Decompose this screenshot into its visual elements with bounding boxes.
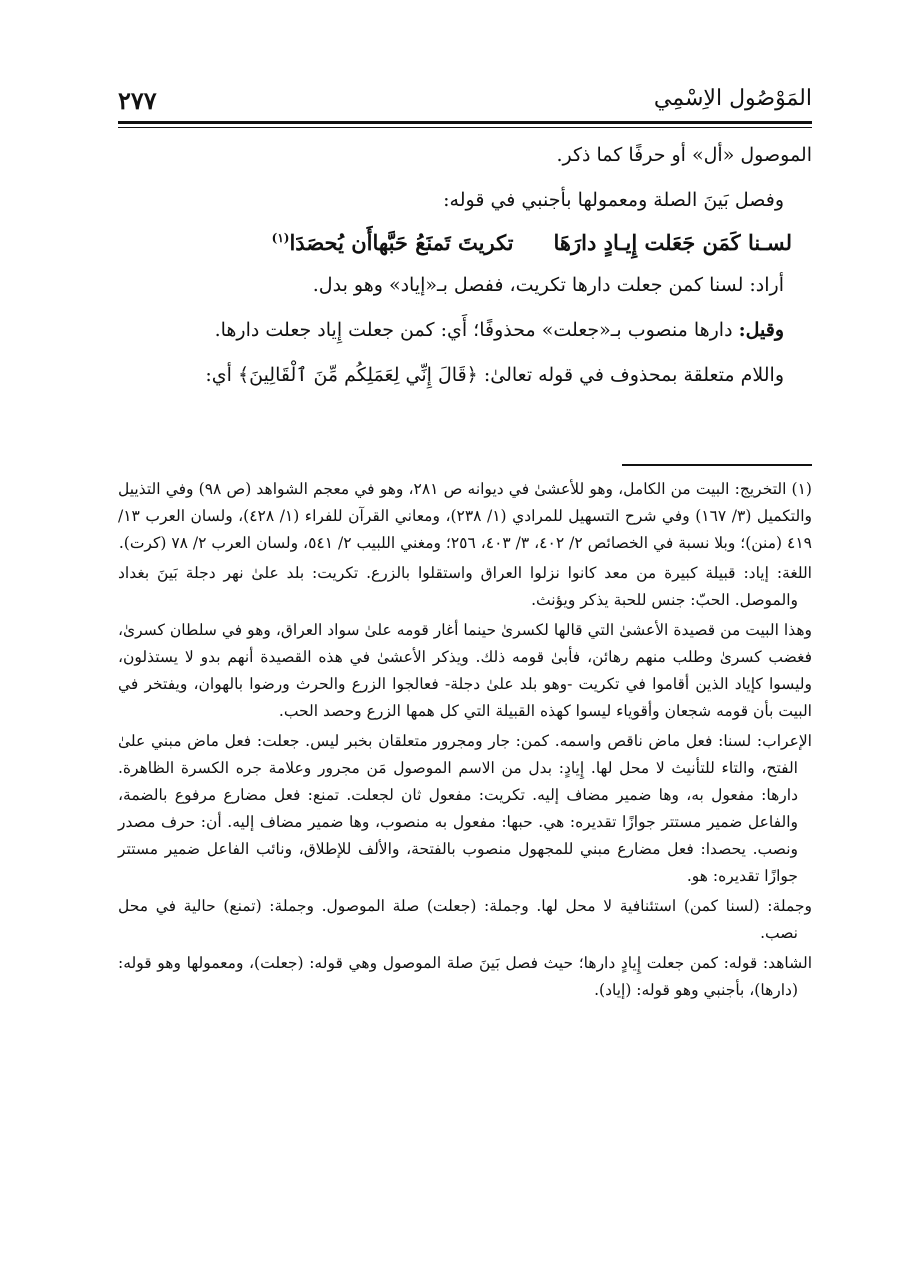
footnote-lugha: اللغة: إياد: قبيلة كبيرة من معد كانوا نزلوا العراق واستقلوا بالزرع. تكريت: بلد علىٰ نهر دجلة بَينَ بغداد والموصل. الحبّ: جنس للحبة يذكر ويؤنث. xyxy=(118,564,812,609)
footnote-context: وهذا البيت من قصيدة الأعشىٰ التي قالها لكسرىٰ حينما أغار قومه علىٰ سواد العراق، وهو في سلطان كسرىٰ، فغضب كسرىٰ وطلب منهم رهائن، فأبىٰ قومه ذلك. ويذكر الأعشىٰ في هذه القصيدة أنهم بدو لا يستذلون، وليسوا كإياد الذين أقاموا في تكريت -وهو بلد علىٰ دجلة- فعالجوا الزرع والحرث ورضوا بالهوان، ويفتخر في البيت بأن قومه شجعان وأقوياء ليسوا كهذه القبيلة التي كل همها الزرع وحصد الحب. xyxy=(118,621,812,720)
paragraph-3: أراد: لسنا كمن جعلت دارها تكريت، ففصل بـ«إياد» وهو بدل. xyxy=(312,274,784,296)
running-header xyxy=(118,86,812,122)
footnote-takhrij: (١) التخريج: البيت من الكامل، وهو للأعشىٰ في ديوانه ص ٢٨١، وهو في معجم الشواهد (ص ٩٨) وفي التذييل والتكميل (٣/ ١٦٧) وفي شرح التسهيل للمرادي (١/ ٢٣٨)، ومعاني القرآن للفراء (١/ ٤٢٨)، ولسان العرب ١٣/ ٤١٩ (منن)؛ وبلا نسبة في الخصائص ٢/ ٤٠٢، ٣/ ٤٠٣، ٢٥٦؛ ومغني اللبيب ٢/ ٥٤١، ولسان العرب ٢/ ٧٨ (كرت). xyxy=(118,480,812,552)
footnote-separator xyxy=(622,464,812,466)
verse-second-hemistich: تكريتَ تَمنَعُ حَبَّهاأَن يُحصَدَا$^{(١)}$ xyxy=(271,230,514,255)
page-number: ٢٧٧ xyxy=(118,86,157,115)
paragraph-1: الموصول «أل» أو حرفًا كما ذكر. xyxy=(556,144,812,166)
book-page xyxy=(118,0,812,1271)
chapter-title: المَوْصُول الاِسْمِي xyxy=(653,86,812,111)
paragraph-4: وقيل: دارها منصوب بـ«جعلت» محذوفًا؛ أَي: كمن جعلت إِياد جعلت دارها. xyxy=(214,319,784,341)
footnote-shahid: الشاهد: قوله: كمن جعلت إِيادٍ دارها؛ حيث فصل بَينَ صلة الموصول وهي قوله: (جعلت)، ومعمولها وهو قوله: (دارها)، بأجنبي وهو قوله: (إياد). xyxy=(118,954,812,999)
header-rule-thick xyxy=(118,121,812,124)
verse-first-hemistich: لسـنا كَمَن جَعَلت إِيـادٍ دارَهَا xyxy=(553,230,792,255)
footnotes xyxy=(118,476,812,1007)
footnote-irab: الإعراب: لسنا: فعل ماض ناقص واسمه. كمن: جار ومجرور متعلقان بخبر ليس. جعلت: فعل ماض مبني علىٰ الفتح، والتاء للتأنيث لا محل لها. إِيادٍ: بدل من الاسم الموصول مَن مجرور وعلامة جره الكسرة الظاهرة. دارها: مفعول به، وها ضمير مضاف إليه. تكريت: مفعول ثان لجعلت. تمنع: فعل مضارع مرفوع بالضمة، والفاعل ضمير مستتر جوازًا تقديره: هي. حبها: مفعول به منصوب، وها ضمير مضاف إليه. أن: حرف مصدر ونصب. يحصدا: فعل مضارع مبني للمجهول منصوب بالفتحة، والألف للإطلاق، ونائب الفاعل ضمير مستتر جوازًا تقديره: هو. xyxy=(118,732,812,885)
header-rule-thin xyxy=(118,127,812,128)
paragraph-2: وفصل بَينَ الصلة ومعمولها بأجنبي في قوله: xyxy=(443,189,784,211)
footnote-ref: (١) xyxy=(271,231,290,245)
paragraph-5: واللام متعلقة بمحذوف في قوله تعالىٰ: ﴿قَالَ إِنِّي لِعَمَلِكُم مِّنَ ٱلْقَالِينَ﴾ أي: xyxy=(205,364,784,386)
footnote-jumal: وجملة: (لسنا كمن) استئنافية لا محل لها. وجملة: (جعلت) صلة الموصول. وجملة: (تمنع) حالية في محل نصب. xyxy=(118,897,812,942)
qil-label: وقيل: xyxy=(738,319,784,341)
poetry-verse xyxy=(118,230,812,255)
main-text xyxy=(118,140,812,405)
